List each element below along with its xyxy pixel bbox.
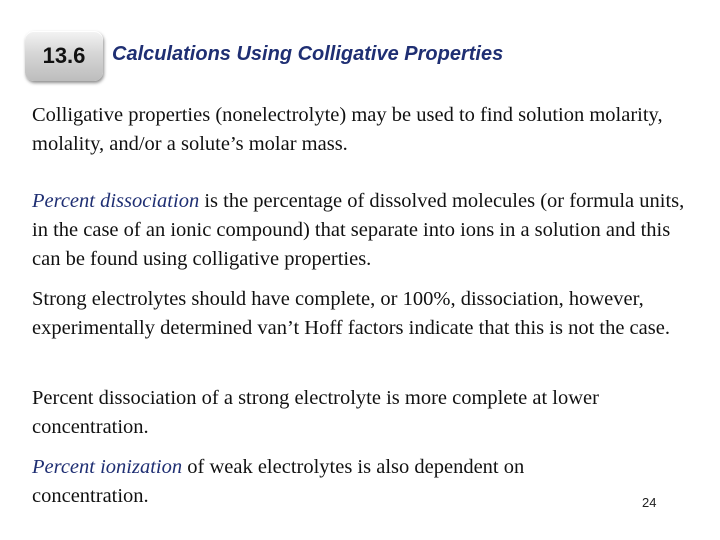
paragraph-text: Percent dissociation of a strong electrolyte is more complete at lower concentration. xyxy=(32,387,599,438)
paragraph-strong-electrolytes xyxy=(32,285,702,343)
paragraph-text: Colligative properties (nonelectrolyte) may be used to find solution molarity, molality, and/or a solute’s molar mass. xyxy=(32,104,663,155)
paragraph-text: Strong electrolytes should have complete, or 100%, dissociation, however, experimentally determined van’t Hoff factors indicate that this is not the case. xyxy=(32,288,670,339)
term-percent-dissociation: Percent dissociation xyxy=(32,190,200,212)
paragraph-text: of weak electrolytes is also dependent on concentration. xyxy=(32,456,525,507)
paragraph-lower-concentration xyxy=(32,384,702,442)
section-number: 13.6 xyxy=(42,43,86,68)
paragraph-percent-dissociation xyxy=(32,187,702,274)
term-percent-ionization: Percent ionization xyxy=(32,456,183,478)
section-number-badge xyxy=(25,31,103,81)
page-number: 24 xyxy=(642,495,657,510)
paragraph-percent-ionization xyxy=(32,453,632,511)
paragraph-text: is the percentage of dissolved molecules (or formula units, in the case of an ionic compound) that separate into ions in a solution and this can be found using colligative properties. xyxy=(32,190,685,270)
page-title: Calculations Using Colligative Properties xyxy=(112,43,504,65)
paragraph-colligative-properties xyxy=(32,101,702,159)
